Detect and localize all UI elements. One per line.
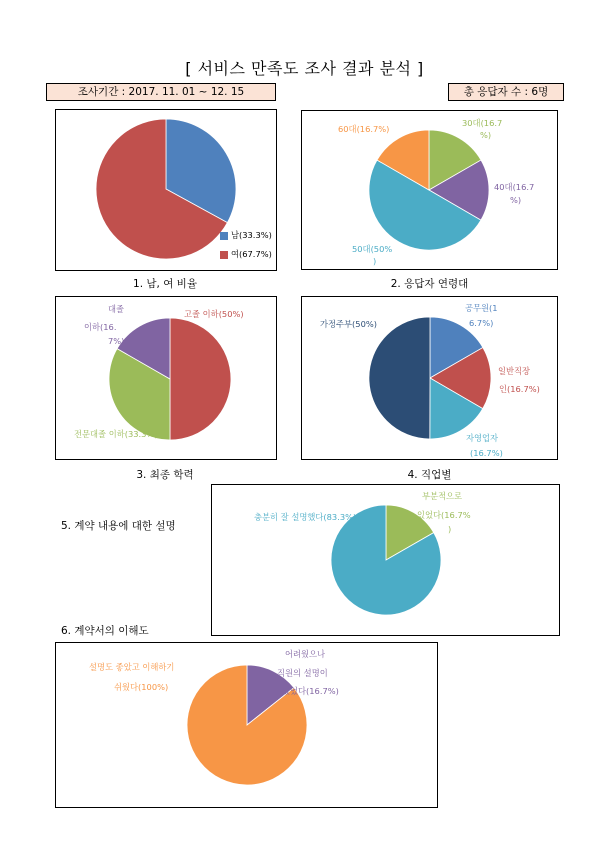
job-chart [301,296,558,460]
page-title: [ 서비스 만족도 조사 결과 분석 ] [185,59,424,78]
label-exp-partial: 부분적으로 [422,491,463,501]
label-age-40-cont: %) [510,195,522,205]
education-chart [55,296,277,460]
age-chart [301,110,558,270]
label-job-office-cont: 인(16.7%) [499,384,540,394]
pie-slice-job-3 [369,317,430,439]
label-job-civil: 공무원(1 [465,303,498,313]
label-age-40: 40대(16.7 [494,182,535,192]
legend-label-male: 남(33.3%) [231,230,272,240]
label-und-easy: 설명도 좋았고 이해하기 [89,662,175,672]
total-respondents: 총 응답자 수 : 6명 [448,83,564,101]
explanation-chart [211,484,560,636]
caption-job: 4. 직업별 [407,469,452,481]
label-und-hard-cont: 직원의 설명이 [277,668,328,678]
label-age-50-cont: ) [373,256,377,266]
label-edu-univ: 대졸 [108,304,125,314]
caption-understanding: 6. 계약서의 이해도 [61,625,149,637]
gender-pie [56,110,276,270]
survey-period: 조사기간 : 2017. 11. 01 ~ 12. 15 [46,83,276,101]
label-und-hard-cont2: 있었다(16.7%) [282,686,339,696]
explanation-pie [212,485,559,635]
label-exp-partial-cont2: ) [448,524,452,534]
understanding-chart [55,642,438,808]
legend-label-female: 여(67.7%) [231,249,272,259]
label-job-home: 가정주부(50%) [320,319,377,329]
label-job-civil-cont: 6.7%) [469,318,494,328]
caption-explanation: 5. 계약 내용에 대한 설명 [61,520,176,532]
legend-swatch-male [220,232,228,240]
pie-slice-education-0 [170,318,231,440]
label-exp-partial-cont: 있었다(16.7% [417,510,471,520]
label-job-office: 일반직장 [498,366,531,376]
legend-swatch-female [220,251,228,259]
caption-age: 2. 응답자 연령대 [390,278,469,290]
label-und-hard: 어려웠으나 [285,649,326,659]
label-und-easy-cont: 쉬웠다(100%) [114,682,169,692]
caption-education: 3. 최종 학력 [136,469,194,481]
label-edu-college: 전문대졸 이하(33.3%) [74,429,158,439]
label-exp-enough: 충분히 잘 설명했다(83.3%) [254,512,357,522]
gender-chart [55,109,277,271]
label-age-30-cont: %) [480,130,492,140]
label-job-self-cont: (16.7%) [470,448,503,458]
label-job-self: 자영업자 [466,433,499,443]
caption-gender: 1. 남, 여 비율 [133,278,197,290]
label-age-50: 50대(50% [352,244,393,254]
label-edu-univ-cont2: 7%) [108,336,125,346]
label-age-60: 60대(16.7%) [338,124,390,134]
label-age-30: 30대(16.7 [462,118,503,128]
label-edu-high: 고졸 이하(50%) [184,309,244,319]
label-edu-univ-cont: 이하(16. [84,322,117,332]
